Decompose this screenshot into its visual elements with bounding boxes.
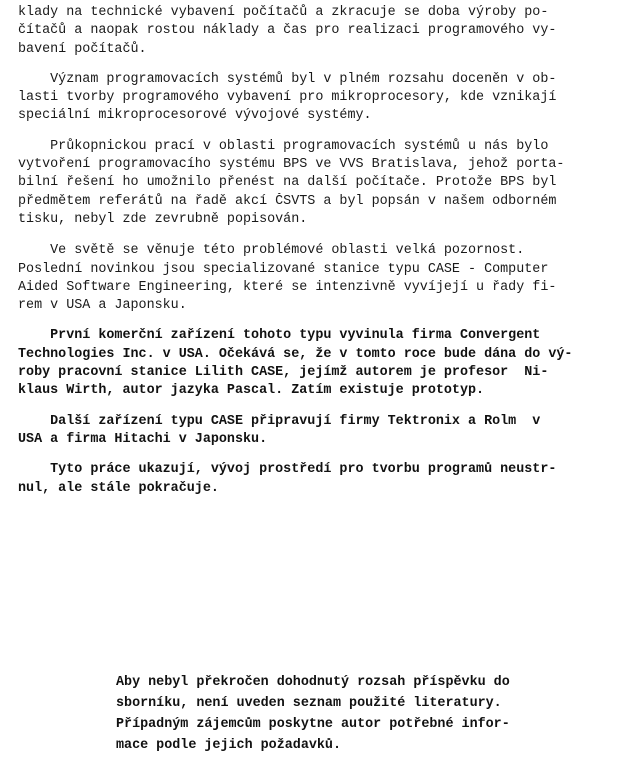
note-line: sborníku, není uveden seznam použité literatury. bbox=[116, 696, 502, 711]
text-line: tisku, nebyl zde zevrubně popisován. bbox=[18, 211, 308, 227]
paragraph-convergent-lilith bbox=[18, 327, 633, 400]
paragraph-tektronix-hitachi bbox=[18, 413, 633, 450]
paragraph-conclusion bbox=[18, 461, 633, 498]
text-line: vytvoření programovacího systému BPS ve VVS Bratislava, jehož porta- bbox=[18, 157, 565, 173]
text-line: roby pracovní stanice Lilith CASE, jejímž autorem je profesor Ni- bbox=[18, 365, 549, 381]
paragraph-hardware-costs bbox=[18, 4, 633, 59]
text-line: První komerční zařízení tohoto typu vyvinula firma Convergent bbox=[18, 328, 541, 344]
text-line: USA a firma Hitachi v Japonsku. bbox=[18, 431, 268, 447]
note-line: mace podle jejich požadavků. bbox=[116, 738, 341, 753]
text-line: Průkopnickou prací v oblasti programovacích systémů u nás bylo bbox=[18, 138, 549, 154]
text-line: nul, ale stále pokračuje. bbox=[18, 480, 219, 496]
paragraph-bps-system bbox=[18, 138, 633, 229]
text-line: Tyto práce ukazují, vývoj prostředí pro tvorbu programů neustr- bbox=[18, 462, 557, 478]
text-line: bilní řešení ho umožnilo přenést na další počítače. Protože BPS byl bbox=[18, 175, 557, 191]
text-line: Význam programovacích systémů byl v plném rozsahu doceněn v ob- bbox=[18, 71, 557, 87]
text-line: Ve světě se věnuje této problémové oblasti velká pozornost. bbox=[18, 243, 525, 259]
body-text bbox=[18, 4, 633, 498]
text-line: speciální mikroprocesorové vývojové systémy. bbox=[18, 108, 372, 124]
text-line: klady na technické vybavení počítačů a zkracuje se doba výroby po- bbox=[18, 5, 549, 20]
paragraph-programming-systems bbox=[18, 71, 633, 126]
text-line: bavení počítačů. bbox=[18, 41, 147, 57]
note-line: Aby nebyl překročen dohodnutý rozsah příspěvku do bbox=[116, 675, 510, 690]
text-line: čítačů a naopak rostou náklady a čas pro realizaci programového vy- bbox=[18, 23, 557, 39]
text-line: lasti tvorby programového vybavení pro mikroprocesory, kde vznikají bbox=[18, 90, 557, 106]
note-line: Případným zájemcům poskytne autor potřebné infor- bbox=[116, 717, 510, 732]
text-line: Poslední novinkou jsou specializované stanice typu CASE - Computer bbox=[18, 261, 549, 277]
text-line: předmětem referátů na řadě akcí ČSVTS a byl popsán v našem odborném bbox=[18, 193, 557, 209]
paragraph-case-stations bbox=[18, 242, 633, 315]
text-line: Technologies Inc. v USA. Očekává se, že v tomto roce bude dána do vý- bbox=[18, 346, 573, 362]
text-line: Aided Software Engineering, které se intenzivně vyvíjejí u řady fi- bbox=[18, 279, 557, 295]
literature-note bbox=[116, 672, 556, 756]
text-line: klaus Wirth, autor jazyka Pascal. Zatím existuje prototyp. bbox=[18, 383, 485, 399]
text-line: rem v USA a Japonsku. bbox=[18, 298, 187, 314]
text-line: Další zařízení typu CASE připravují firmy Tektronix a Rolm v bbox=[18, 413, 541, 429]
